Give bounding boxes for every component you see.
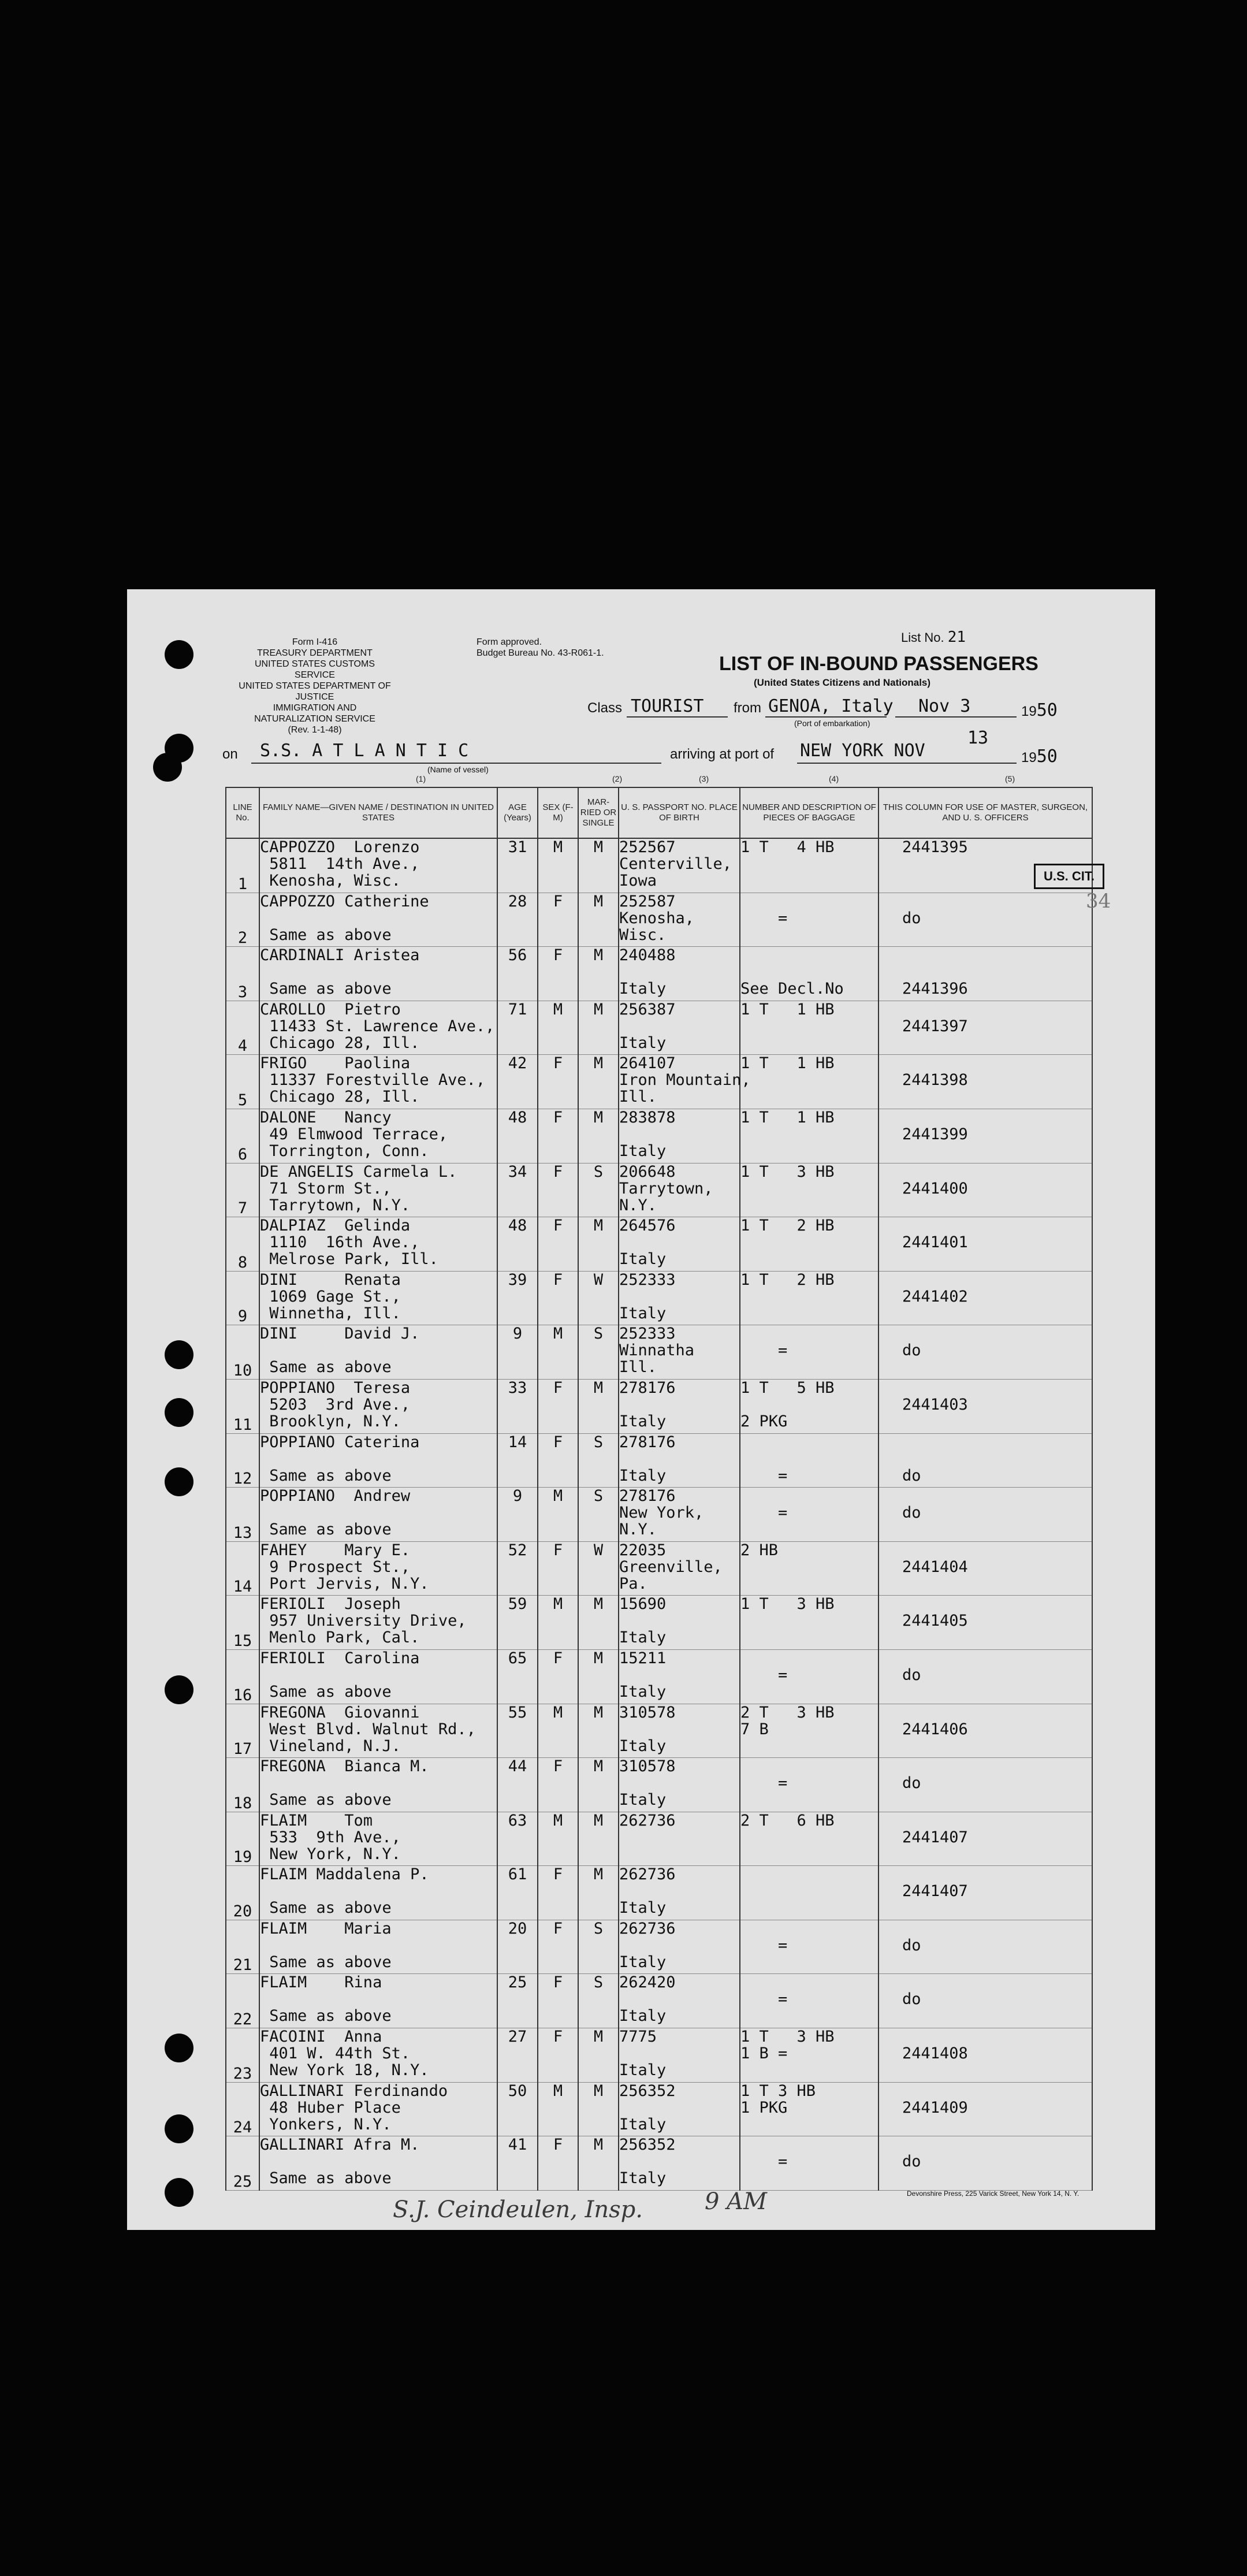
passenger-name-address: CAPPOZZO Lorenzo 5811 14th Ave., Kenosha, Wisc. <box>259 838 497 893</box>
table-row <box>226 1704 1092 1758</box>
passenger-name-address: FERIOLI Carolina Same as above <box>259 1649 497 1704</box>
passport-birthplace-cell: 262420 Italy <box>619 1974 740 2028</box>
marital-status-cell: M <box>578 1812 619 1866</box>
passenger-name-address: DINI Renata 1069 Gage St., Winnetha, Ill. <box>259 1271 497 1325</box>
line-number: 4 <box>226 1001 259 1055</box>
line-number: 11 <box>226 1379 259 1433</box>
passport-birthplace-cell: 22035 Greenville, Pa. <box>619 1541 740 1596</box>
marital-status-cell: M <box>578 1649 619 1704</box>
sex-cell: F <box>538 1974 578 2028</box>
sex-cell: M <box>538 838 578 893</box>
passenger-name-address: DALONE Nancy 49 Elmwood Terrace, Torrington, Conn. <box>259 1109 497 1163</box>
binder-hole <box>165 734 193 763</box>
passport-birthplace-cell: 7775 Italy <box>619 2028 740 2083</box>
binder-hole <box>165 640 193 669</box>
table-row <box>226 2136 1092 2191</box>
baggage-cell: = <box>740 1649 879 1704</box>
table-row <box>226 1488 1092 1542</box>
baggage-cell: 1 T 1 HB <box>740 1109 879 1163</box>
passenger-name-address: FLAIM Tom 533 9th Ave., New York, N.Y. <box>259 1812 497 1866</box>
passport-birthplace-cell: 256352 Italy <box>619 2136 740 2191</box>
arrival-time-note: 9 AM <box>705 2188 768 2215</box>
table-row <box>226 1866 1092 1920</box>
table-row <box>226 1379 1092 1433</box>
port-caption: (Port of embarkation) <box>794 719 870 728</box>
binder-hole <box>165 2178 193 2207</box>
marital-status-cell: M <box>578 2028 619 2083</box>
officer-use-cell: do <box>879 1325 1092 1380</box>
vessel-rule <box>251 763 661 764</box>
age-cell: 9 <box>497 1488 538 1542</box>
line-number: 21 <box>226 1920 259 1974</box>
line-number: 1 <box>226 838 259 893</box>
year-value: 50 <box>1036 700 1058 720</box>
age-cell: 20 <box>497 1920 538 1974</box>
passport-birthplace-cell: 283878 Italy <box>619 1109 740 1163</box>
marital-status-cell: M <box>578 1866 619 1920</box>
line-number: 22 <box>226 1974 259 2028</box>
marital-status-cell: S <box>578 1488 619 1542</box>
marital-status-cell: M <box>578 1758 619 1812</box>
passport-birthplace-cell: 278176 Italy <box>619 1433 740 1488</box>
baggage-cell: = <box>740 1974 879 2028</box>
marital-status-cell: M <box>578 1217 619 1272</box>
passport-birthplace-cell: 262736 <box>619 1812 740 1866</box>
sex-cell: M <box>538 1812 578 1866</box>
arrival-port: NEW YORK NOV <box>800 741 925 761</box>
age-cell: 27 <box>497 2028 538 2083</box>
passport-birthplace-cell: 256387 Italy <box>619 1001 740 1055</box>
line-number: 12 <box>226 1433 259 1488</box>
passport-birthplace-cell: 264107 Iron Mountain, Ill. <box>619 1055 740 1109</box>
sex-cell: F <box>538 947 578 1001</box>
line-number: 2 <box>226 893 259 947</box>
baggage-cell: = <box>740 893 879 947</box>
marital-status-cell: M <box>578 1379 619 1433</box>
sex-cell: F <box>538 893 578 947</box>
passenger-name-address: FRIGO Paolina 11337 Forestville Ave., Chicago 28, Ill. <box>259 1055 497 1109</box>
marital-status-cell: M <box>578 1001 619 1055</box>
age-cell: 61 <box>497 1866 538 1920</box>
age-cell: 55 <box>497 1704 538 1758</box>
passenger-name-address: DE ANGELIS Carmela L. 71 Storm St., Tarrytown, N.Y. <box>259 1163 497 1217</box>
age-cell: 59 <box>497 1596 538 1650</box>
baggage-cell: 1 T 1 HB <box>740 1055 879 1109</box>
marital-status-cell: M <box>578 1109 619 1163</box>
line-number: 8 <box>226 1217 259 1272</box>
table-row <box>226 947 1092 1001</box>
officer-use-cell: 2441402 <box>879 1271 1092 1325</box>
passenger-name-address: FERIOLI Joseph 957 University Drive, Menlo Park, Cal. <box>259 1596 497 1650</box>
binder-hole <box>165 1340 193 1369</box>
arrival-day: 13 <box>967 728 989 748</box>
agency-line: (Rev. 1-1-48) <box>288 725 342 735</box>
marital-status-cell: M <box>578 1704 619 1758</box>
marital-status-cell: S <box>578 1325 619 1380</box>
age-cell: 50 <box>497 2082 538 2136</box>
line-number: 14 <box>226 1541 259 1596</box>
passenger-name-address: FREGONA Giovanni West Blvd. Walnut Rd., Vineland, N.J. <box>259 1704 497 1758</box>
column-header-passport: U. S. PASSPORT NO. PLACE OF BIRTH <box>619 787 740 838</box>
baggage-cell: 1 T 3 HB <box>740 1163 879 1217</box>
class-label: Class <box>587 700 623 716</box>
table-row <box>226 893 1092 947</box>
list-number-value: 21 <box>947 629 966 646</box>
line-number: 16 <box>226 1649 259 1704</box>
officer-use-cell: 2441405 <box>879 1596 1092 1650</box>
baggage-cell: 1 T 2 HB <box>740 1217 879 1272</box>
passenger-name-address: GALLINARI Afra M. Same as above <box>259 2136 497 2191</box>
passport-birthplace-cell: 240488 Italy <box>619 947 740 1001</box>
embark-port: GENOA, Italy <box>768 696 894 716</box>
officer-use-cell: 2441408 <box>879 2028 1092 2083</box>
vessel-name: S.S. A T L A N T I C <box>260 741 469 761</box>
sex-cell: M <box>538 1001 578 1055</box>
officer-use-cell: 2441398 <box>879 1055 1092 1109</box>
baggage-cell: = <box>740 1920 879 1974</box>
sex-cell: F <box>538 1541 578 1596</box>
sex-cell: F <box>538 1055 578 1109</box>
arrival-rule <box>797 763 1017 764</box>
baggage-cell: = <box>740 1325 879 1380</box>
passport-birthplace-cell: 206648 Tarrytown, N.Y. <box>619 1163 740 1217</box>
passenger-rows <box>226 838 1092 2190</box>
year-field: 1950 <box>1021 700 1058 720</box>
sex-cell: F <box>538 1649 578 1704</box>
column-index: (1) <box>416 774 426 783</box>
baggage-cell: 1 T 3 HB 1 B = <box>740 2028 879 2083</box>
line-number: 15 <box>226 1596 259 1650</box>
age-cell: 56 <box>497 947 538 1001</box>
table-row <box>226 1649 1092 1704</box>
baggage-cell: 1 T 3 HB 1 PKG <box>740 2082 879 2136</box>
binder-hole <box>165 1675 193 1704</box>
arriving-label: arriving at port of <box>670 746 775 762</box>
binder-hole <box>165 2114 193 2143</box>
departure-date: Nov 3 <box>918 696 971 716</box>
passenger-name-address: FAHEY Mary E. 9 Prospect St., Port Jervis, N.Y. <box>259 1541 497 1596</box>
year-field: 1950 <box>1021 746 1058 767</box>
sex-cell: F <box>538 2028 578 2083</box>
binder-hole <box>165 1467 193 1496</box>
officer-use-cell: 2441401 <box>879 1217 1092 1272</box>
sex-cell: F <box>538 1163 578 1217</box>
passenger-name-address: GALLINARI Ferdinando 48 Huber Place Yonkers, N.Y. <box>259 2082 497 2136</box>
list-number: List No. 21 <box>901 629 966 646</box>
approval-line: Form approved. <box>477 637 542 647</box>
marital-status-cell: S <box>578 1163 619 1217</box>
column-header-age: AGE (Years) <box>497 787 538 838</box>
passenger-name-address: FACOINI Anna 401 W. 44th St. New York 18, N.Y. <box>259 2028 497 2083</box>
class-value: TOURIST <box>631 696 704 716</box>
table-row <box>226 2082 1092 2136</box>
line-number: 20 <box>226 1866 259 1920</box>
age-cell: 52 <box>497 1541 538 1596</box>
sex-cell: M <box>538 2082 578 2136</box>
baggage-cell: 1 T 5 HB 2 PKG <box>740 1379 879 1433</box>
line-number: 23 <box>226 2028 259 2083</box>
baggage-cell: 2 T 6 HB <box>740 1812 879 1866</box>
age-cell: 14 <box>497 1433 538 1488</box>
sex-cell: F <box>538 1920 578 1974</box>
passport-birthplace-cell: 278176 New York, N.Y. <box>619 1488 740 1542</box>
age-cell: 42 <box>497 1055 538 1109</box>
age-cell: 63 <box>497 1812 538 1866</box>
agency-line: UNITED STATES CUSTOMS SERVICE <box>254 659 375 680</box>
column-index: (4) <box>829 774 839 783</box>
line-number: 10 <box>226 1325 259 1380</box>
passenger-name-address: FLAIM Rina Same as above <box>259 1974 497 2028</box>
passenger-name-address: DALPIAZ Gelinda 1110 16th Ave., Melrose Park, Ill. <box>259 1217 497 1272</box>
officer-use-cell: do <box>879 1488 1092 1542</box>
table-row <box>226 1812 1092 1866</box>
age-cell: 39 <box>497 1271 538 1325</box>
passport-birthplace-cell: 252567 Centerville, Iowa <box>619 838 740 893</box>
passenger-name-address: POPPIANO Caterina Same as above <box>259 1433 497 1488</box>
line-number: 6 <box>226 1109 259 1163</box>
officer-use-cell: 2441407 <box>879 1812 1092 1866</box>
table-row <box>226 1596 1092 1650</box>
baggage-cell: = <box>740 2136 879 2191</box>
table-row <box>226 1325 1092 1380</box>
year-value: 50 <box>1036 746 1058 767</box>
officer-use-cell: do <box>879 1649 1092 1704</box>
line-number: 19 <box>226 1812 259 1866</box>
table-row <box>226 1001 1092 1055</box>
page-subtitle: (United States Citizens and Nationals) <box>754 677 931 688</box>
table-row <box>226 1109 1092 1163</box>
agency-line: TREASURY DEPARTMENT <box>257 648 373 658</box>
column-index: (2) <box>612 774 623 783</box>
passport-birthplace-cell: 264576 Italy <box>619 1217 740 1272</box>
table-row <box>226 2028 1092 2083</box>
marital-status-cell: W <box>578 1271 619 1325</box>
passenger-table <box>225 787 1093 2191</box>
passenger-name-address: FLAIM Maddalena P. Same as above <box>259 1866 497 1920</box>
line-number: 25 <box>226 2136 259 2191</box>
baggage-cell: 1 T 1 HB <box>740 1001 879 1055</box>
sex-cell: M <box>538 1325 578 1380</box>
age-cell: 48 <box>497 1217 538 1272</box>
officer-use-cell: do <box>879 1974 1092 2028</box>
line-number: 24 <box>226 2082 259 2136</box>
officer-use-cell: 2441403 <box>879 1379 1092 1433</box>
table-row <box>226 1217 1092 1272</box>
age-cell: 34 <box>497 1163 538 1217</box>
inspector-signature: S.J. Ceindeulen, Insp. <box>393 2196 643 2223</box>
table-row <box>226 838 1092 893</box>
column-header-officers: THIS COLUMN FOR USE OF MASTER, SURGEON, AND U. S. OFFICERS <box>879 787 1092 838</box>
baggage-cell: 1 T 3 HB <box>740 1596 879 1650</box>
printer-imprint: Devonshire Press, 225 Varick Street, New York 14, N. Y. <box>907 2190 1080 2198</box>
officer-use-cell: 2441404 <box>879 1541 1092 1596</box>
baggage-cell: 2 T 3 HB 7 B <box>740 1704 879 1758</box>
passenger-name-address: CAPPOZZO Catherine Same as above <box>259 893 497 947</box>
officer-use-cell: do <box>879 2136 1092 2191</box>
sex-cell: F <box>538 2136 578 2191</box>
marital-status-cell: M <box>578 1055 619 1109</box>
passenger-name-address: POPPIANO Teresa 5203 3rd Ave., Brooklyn, N.Y. <box>259 1379 497 1433</box>
passport-birthplace-cell: 262736 Italy <box>619 1866 740 1920</box>
table-row <box>226 1055 1092 1109</box>
officer-use-cell: 2441399 <box>879 1109 1092 1163</box>
passport-birthplace-cell: 252333 Winnatha Ill. <box>619 1325 740 1380</box>
passport-birthplace-cell: 252587 Kenosha, Wisc. <box>619 893 740 947</box>
passport-birthplace-cell: 310578 Italy <box>619 1758 740 1812</box>
passenger-name-address: DINI David J. Same as above <box>259 1325 497 1380</box>
sex-cell: M <box>538 1596 578 1650</box>
table-row <box>226 1920 1092 1974</box>
sex-cell: F <box>538 1433 578 1488</box>
agency-line: IMMIGRATION AND NATURALIZATION SERVICE <box>254 703 375 724</box>
column-header-married: MAR-RIED OR SINGLE <box>578 787 619 838</box>
sex-cell: M <box>538 1488 578 1542</box>
class-rule <box>627 716 728 718</box>
table-row <box>226 1433 1092 1488</box>
sex-cell: M <box>538 1704 578 1758</box>
column-index: (5) <box>1005 774 1015 783</box>
column-index: (3) <box>699 774 709 783</box>
baggage-cell: = <box>740 1433 879 1488</box>
passport-birthplace-cell: 262736 Italy <box>619 1920 740 1974</box>
line-number: 9 <box>226 1271 259 1325</box>
table-row <box>226 1163 1092 1217</box>
passport-birthplace-cell: 278176 Italy <box>619 1379 740 1433</box>
age-cell: 25 <box>497 1974 538 2028</box>
binder-hole <box>165 2034 193 2062</box>
table-row <box>226 1974 1092 2028</box>
sex-cell: F <box>538 1217 578 1272</box>
column-header-name: FAMILY NAME—GIVEN NAME / DESTINATION IN UNITED STATES <box>259 787 497 838</box>
passenger-name-address: FLAIM Maria Same as above <box>259 1920 497 1974</box>
column-header-sex: SEX (F-M) <box>538 787 578 838</box>
table-header-row <box>226 787 1092 838</box>
passenger-name-address: FREGONA Bianca M. Same as above <box>259 1758 497 1812</box>
marital-status-cell: S <box>578 1920 619 1974</box>
line-number: 3 <box>226 947 259 1001</box>
passenger-name-address: POPPIANO Andrew Same as above <box>259 1488 497 1542</box>
age-cell: 71 <box>497 1001 538 1055</box>
table-row <box>226 1758 1092 1812</box>
baggage-cell <box>740 1866 879 1920</box>
marital-status-cell: M <box>578 838 619 893</box>
on-label: on <box>222 746 238 762</box>
age-cell: 65 <box>497 1649 538 1704</box>
officer-use-cell: 2441396 <box>879 947 1092 1001</box>
binder-hole <box>165 1398 193 1427</box>
officer-use-cell: 2441395 <box>879 838 1092 893</box>
form-agency-block <box>237 637 393 735</box>
baggage-cell: 2 HB <box>740 1541 879 1596</box>
column-header-baggage: NUMBER AND DESCRIPTION OF PIECES OF BAGGAGE <box>740 787 879 838</box>
date-rule <box>895 716 1017 718</box>
line-number: 13 <box>226 1488 259 1542</box>
margin-mark: 34 <box>1086 890 1111 913</box>
sex-cell: F <box>538 1758 578 1812</box>
column-header-line-no: LINE No. <box>226 787 259 838</box>
officer-use-cell: 2441409 <box>879 2082 1092 2136</box>
marital-status-cell: M <box>578 2082 619 2136</box>
citizen-stamp: U.S. CIT. <box>1034 864 1104 889</box>
baggage-cell: = <box>740 1758 879 1812</box>
officer-use-cell: 2441407 <box>879 1866 1092 1920</box>
officer-use-cell: 2441406 <box>879 1704 1092 1758</box>
page-title: LIST OF IN-BOUND PASSENGERS <box>719 653 1038 675</box>
marital-status-cell: S <box>578 1974 619 2028</box>
sex-cell: F <box>538 1109 578 1163</box>
officer-use-cell: do <box>879 1920 1092 1974</box>
vessel-caption: (Name of vessel) <box>427 765 489 774</box>
age-cell: 31 <box>497 838 538 893</box>
marital-status-cell: M <box>578 1596 619 1650</box>
marital-status-cell: W <box>578 1541 619 1596</box>
approval-line: Budget Bureau No. 43-R061-1. <box>477 648 604 658</box>
officer-use-cell: do <box>879 1758 1092 1812</box>
officer-use-cell: 2441400 <box>879 1163 1092 1217</box>
passport-birthplace-cell: 256352 Italy <box>619 2082 740 2136</box>
passenger-name-address: CAROLLO Pietro 11433 St. Lawrence Ave., Chicago 28, Ill. <box>259 1001 497 1055</box>
approval-block <box>477 637 604 659</box>
baggage-cell: See Decl.No <box>740 947 879 1001</box>
officer-use-cell: 2441397 <box>879 1001 1092 1055</box>
form-number: Form I-416 <box>292 637 338 647</box>
line-number: 5 <box>226 1055 259 1109</box>
age-cell: 44 <box>497 1758 538 1812</box>
sex-cell: F <box>538 1866 578 1920</box>
baggage-cell: = <box>740 1488 879 1542</box>
age-cell: 41 <box>497 2136 538 2191</box>
passport-birthplace-cell: 252333 Italy <box>619 1271 740 1325</box>
line-number: 18 <box>226 1758 259 1812</box>
passport-birthplace-cell: 310578 Italy <box>619 1704 740 1758</box>
table-row <box>226 1541 1092 1596</box>
line-number: 7 <box>226 1163 259 1217</box>
marital-status-cell: M <box>578 893 619 947</box>
officer-use-cell: do <box>879 893 1092 947</box>
baggage-cell: 1 T 4 HB <box>740 838 879 893</box>
from-label: from <box>734 700 761 716</box>
marital-status-cell: M <box>578 2136 619 2191</box>
passport-birthplace-cell: 15211 Italy <box>619 1649 740 1704</box>
sex-cell: F <box>538 1379 578 1433</box>
manifest-page <box>127 589 1155 2230</box>
age-cell: 28 <box>497 893 538 947</box>
passenger-name-address: CARDINALI Aristea Same as above <box>259 947 497 1001</box>
age-cell: 9 <box>497 1325 538 1380</box>
agency-line: UNITED STATES DEPARTMENT OF JUSTICE <box>239 681 391 702</box>
marital-status-cell: S <box>578 1433 619 1488</box>
age-cell: 48 <box>497 1109 538 1163</box>
marital-status-cell: M <box>578 947 619 1001</box>
passport-birthplace-cell: 15690 Italy <box>619 1596 740 1650</box>
line-number: 17 <box>226 1704 259 1758</box>
baggage-cell: 1 T 2 HB <box>740 1271 879 1325</box>
sex-cell: F <box>538 1271 578 1325</box>
embark-rule <box>765 716 887 718</box>
age-cell: 33 <box>497 1379 538 1433</box>
table-row <box>226 1271 1092 1325</box>
officer-use-cell: do <box>879 1433 1092 1488</box>
